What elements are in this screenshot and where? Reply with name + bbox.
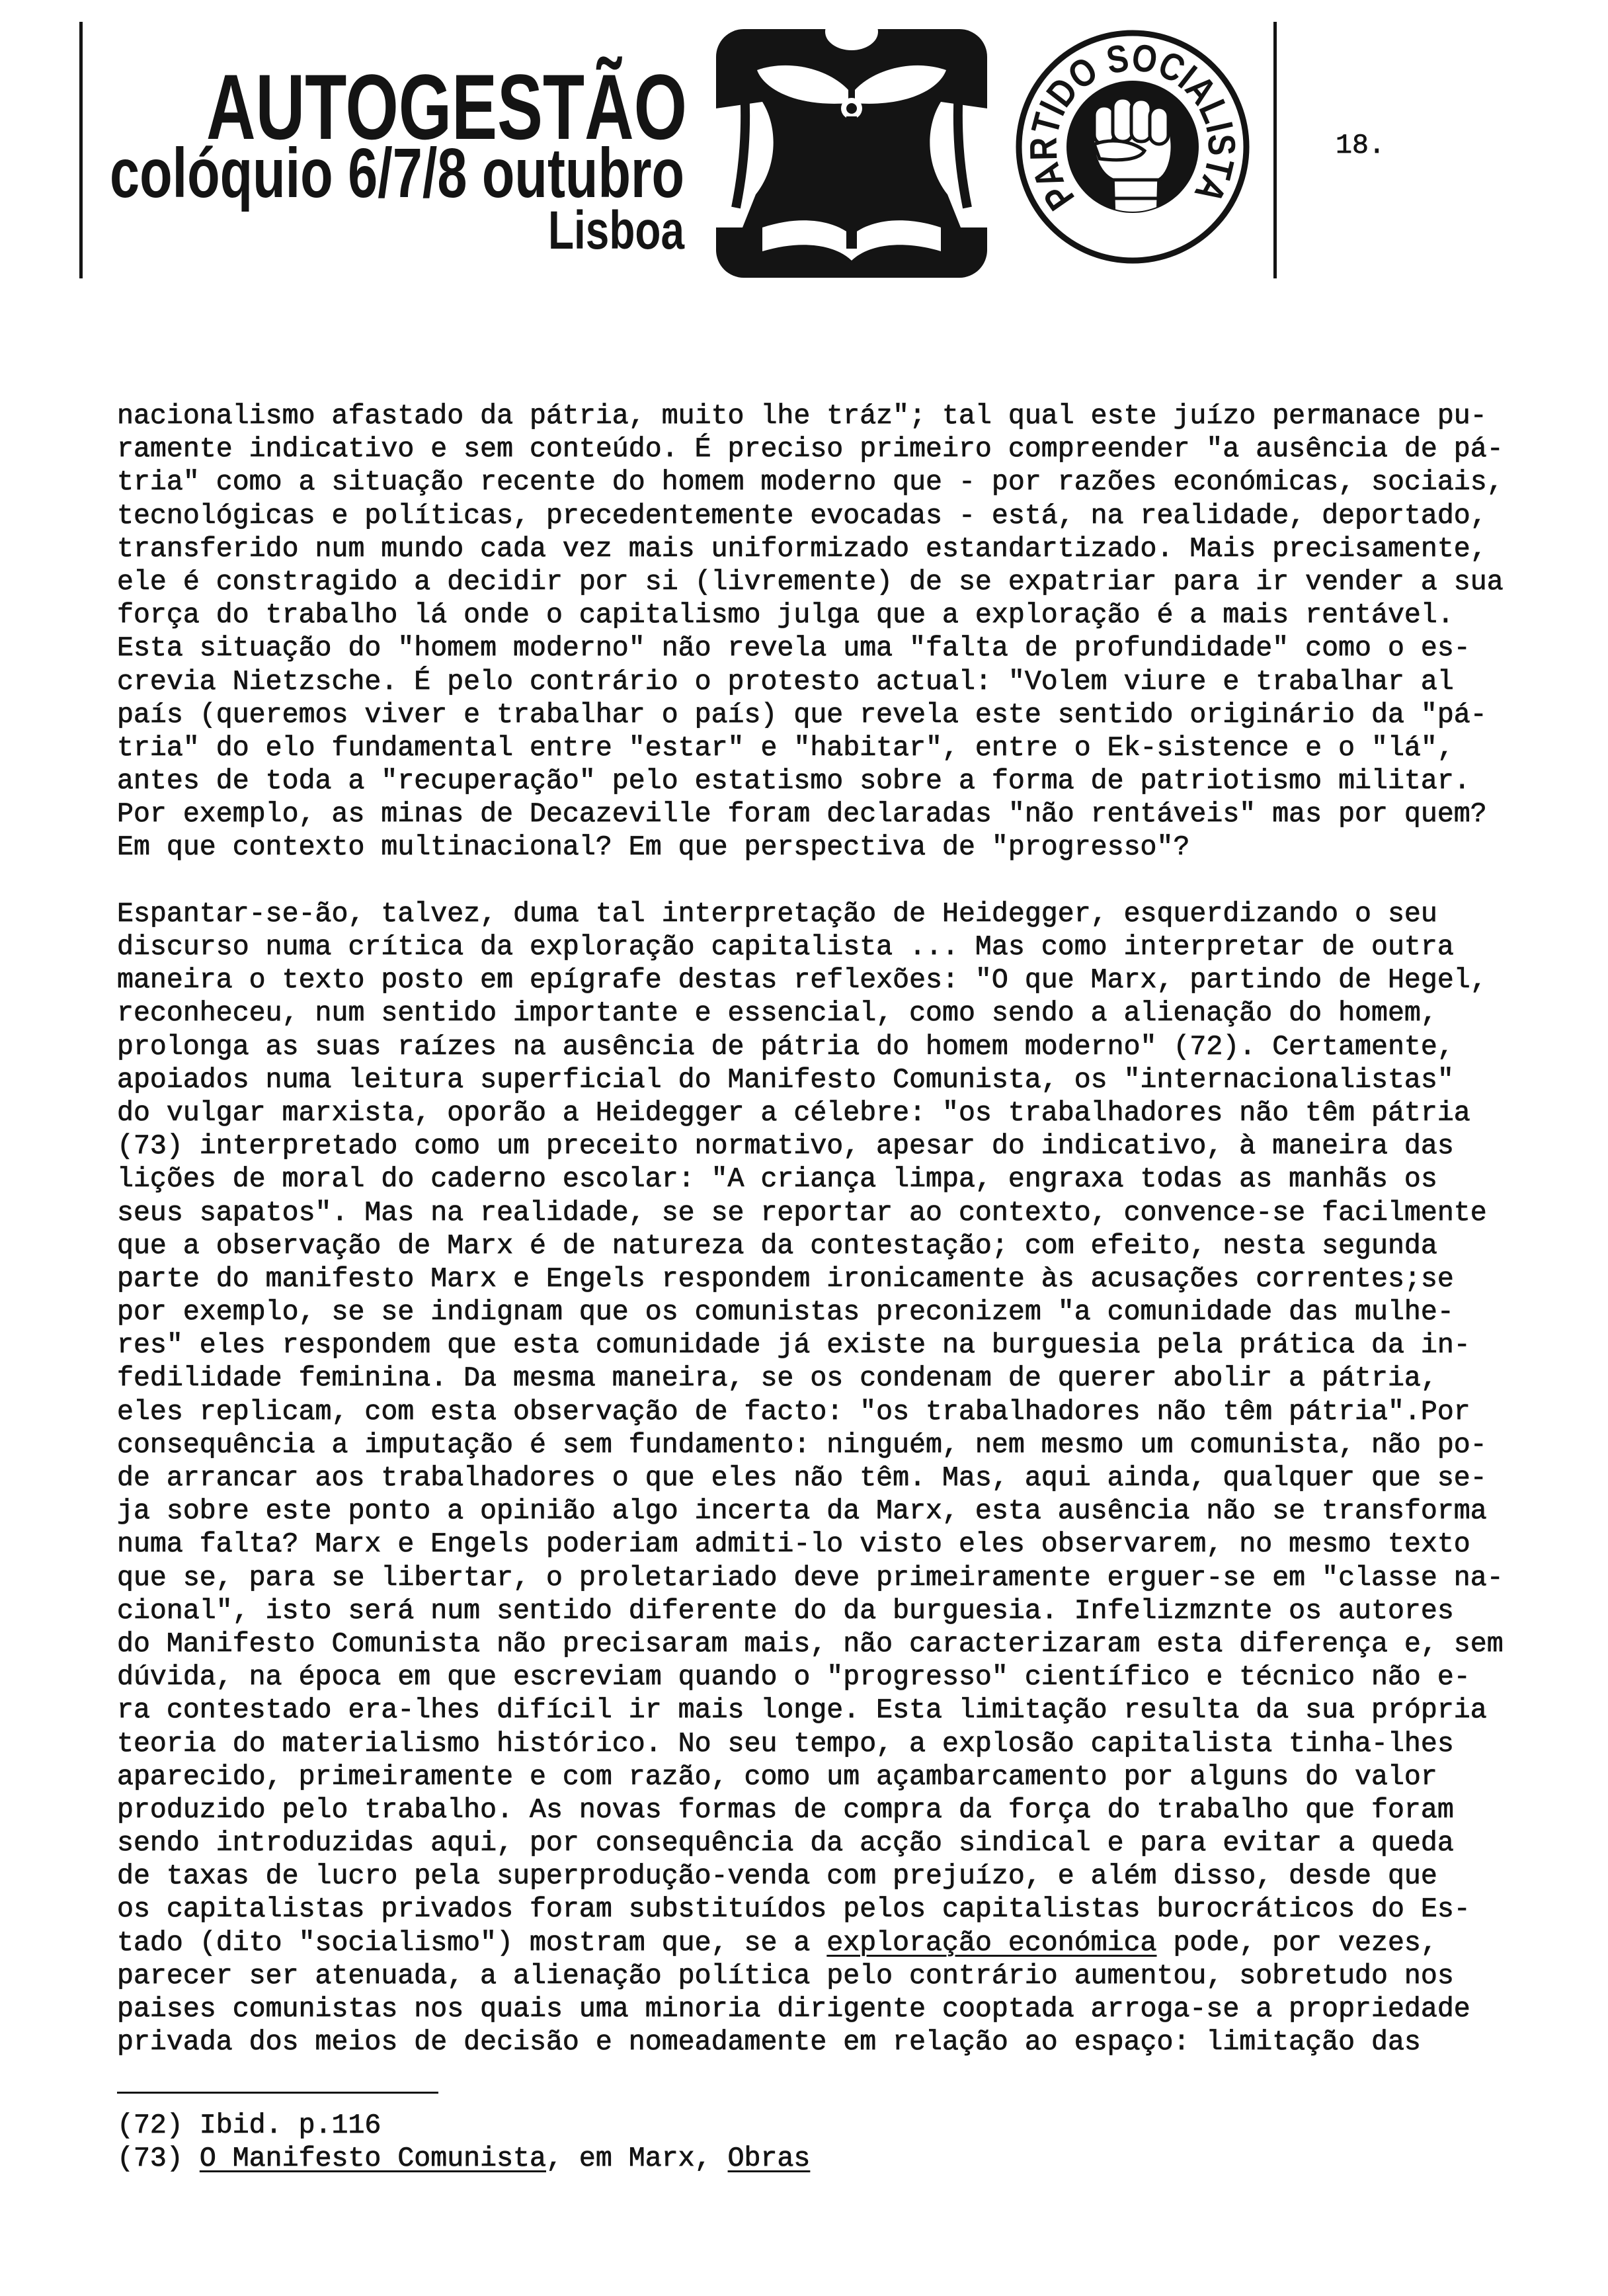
text-line: transferido num mundo cada vez mais uniformizado estandartizado. Mais precisamente, [117, 533, 1487, 565]
text-line: aparecido, primeiramente e com razão, como um açambarcamento por alguns do valor [117, 1761, 1437, 1793]
text-line: numa falta? Marx e Engels poderiam admiti-lo visto eles observarem, no mesmo texto [117, 1529, 1470, 1561]
text-line: de arrancar aos trabalhadores o que eles não têm. Mas, aqui ainda, qualquer que se- [117, 1463, 1487, 1494]
event-title: AUTOGESTÃO [206, 55, 687, 159]
text-line: força do trabalho lá onde o capitalismo julga que a exploração é a mais rentável. [117, 600, 1454, 632]
body-text [117, 400, 1504, 2059]
text-segment: pode, por vezes, [1156, 1927, 1437, 1959]
footnote [117, 2143, 810, 2176]
text-line: produzido pelo trabalho. As novas formas de compra da força do trabalho que foram [117, 1794, 1454, 1826]
text-line: privada dos meios de decisão e nomeadamente em relação ao espaço: limitação das [117, 2027, 1421, 2059]
text-line: dúvida, na época em que escreviam quando o "progresso" científico e técnico não e- [117, 1662, 1470, 1694]
paragraph [117, 898, 1504, 2060]
text-line: que a observação de Marx é de natureza da contestação; com efeito, nesta segunda [117, 1230, 1437, 1262]
text-line: discurso numa crítica da exploração capitalista ... Mas como interpretar de outra [117, 932, 1454, 963]
text-line: ja sobre este ponto a opinião algo incerta da Marx, esta ausência não se transforma [117, 1496, 1487, 1528]
text-line: ele é constragido a decidir por si (livremente) de se expatriar para ir vender a sua [117, 566, 1504, 598]
text-line: do Manifesto Comunista não precisaram mais, não caracterizaram esta diferença e, sem [117, 1628, 1504, 1660]
text-segment: , em Marx, [545, 2143, 728, 2175]
emblem-lettering: PARTIDO SOCIALISTA [1022, 35, 1244, 218]
text-line: crevia Nietzsche. É pelo contrário o protesto actual: "Volem viure e trabalhar al [117, 666, 1454, 698]
text-line: cional", isto será num sentido diferente do da burguesia. Infelizmznte os autores [117, 1595, 1454, 1627]
text-line: por exemplo, se se indignam que os comunistas preconizem "a comunidade das mulhe- [117, 1297, 1454, 1329]
text-line: ra contestado era-lhes difícil ir mais longe. Esta limitação resulta da sua própria [117, 1695, 1487, 1727]
text-segment: tado (dito "socialismo") mostram que, se a [117, 1927, 827, 1959]
text-line: maneira o texto posto em epígrafe destas reflexões: "O que Marx, partindo de Hegel, [117, 965, 1487, 997]
footnotes [117, 2110, 810, 2176]
text-line: seus sapatos". Mas na realidade, se se reportar ao contexto, convence-se facilmente [117, 1197, 1487, 1229]
underlined-text: Obras [727, 2143, 811, 2175]
text-line: (73) interpretado como um preceito normativo, apesar do indicativo, à maneira das [117, 1131, 1454, 1163]
paragraph [117, 400, 1504, 865]
text-line: parte do manifesto Marx e Engels respondem ironicamente às acusações correntes;se [117, 1263, 1454, 1295]
text-line: tria" do elo fundamental entre "estar" e "habitar", entre o Ek-sistence e o "lá", [117, 732, 1454, 764]
masthead-left-rule [79, 22, 83, 278]
text-line: país (queremos viver e trabalhar o país) que revela este sentido originário da "pá- [117, 699, 1487, 731]
underlined-text: O Manifesto Comunista [199, 2143, 546, 2175]
text-line: que se, para se libertar, o proletariado deve primeiramente erguer-se em "classe na- [117, 1562, 1504, 1594]
text-line: lições de moral do caderno escolar: "A criança limpa, engraxa todas as manhãs os [117, 1164, 1437, 1196]
text-line: Esta situação do "homem moderno" não revela uma "falta de profundidade" como o es- [117, 633, 1470, 665]
text-line: tria" como a situação recente do homem moderno que - por razões económicas, sociais, [117, 467, 1504, 499]
text-line: consequência a imputação é sem fundamento: ninguém, nem mesmo um comunista, não po- [117, 1429, 1487, 1461]
text-line: tecnológicas e políticas, precedentemente evocadas - está, na realidade, deportado, [117, 500, 1487, 532]
text-line [117, 1927, 1504, 1960]
event-dates: colóquio 6/7/8 outubro [110, 134, 684, 212]
text-line: Por exemplo, as minas de Decazeville foram declaradas "não rentáveis" mas por quem? [117, 799, 1487, 831]
text-line: Espantar-se-ão, talvez, duma tal interpretação de Heidegger, esquerdizando o seu [117, 898, 1437, 930]
text-line: Em que contexto multinacional? Em que perspectiva de "progresso"? [117, 832, 1190, 864]
masthead-right-rule [1273, 22, 1277, 278]
text-line: de taxas de lucro pela superprodução-venda com prejuízo, e além disso, desde que [117, 1861, 1437, 1893]
text-line: eles replicam, com esta observação de facto: "os trabalhadores não têm pátria".Por [117, 1396, 1470, 1428]
page-number: 18. [1336, 130, 1385, 161]
text-line: do vulgar marxista, oporão a Heidegger a célebre: "os trabalhadores não têm pátria [117, 1097, 1470, 1129]
text-line: ramente indicativo e sem conteúdo. É preciso primeiro compreender "a ausência de pá- [117, 434, 1504, 466]
text-line: reconheceu, num sentido importante e essencial, como sendo a alienação do homem, [117, 998, 1437, 1030]
underlined-text: exploração económica [826, 1927, 1157, 1959]
text-line: os capitalistas privados foram substituídos pelos capitalistas burocráticos do Es- [117, 1894, 1470, 1926]
footnote-divider [117, 2092, 438, 2094]
text-line: prolonga as suas raízes na ausência de pátria do homem moderno" (72). Certamente, [117, 1031, 1454, 1063]
text-line: nacionalismo afastado da pátria, muito lhe tráz"; tal qual este juízo permanace pu- [117, 401, 1487, 432]
text-line: res" eles respondem que esta comunidade já existe na burguesia pela prática da in- [117, 1330, 1470, 1362]
footnote: (72) Ibid. p.116 [117, 2110, 382, 2141]
text-line: fedilidade feminina. Da mesma maneira, se os condenam de querer abolir a pátria, [117, 1363, 1437, 1395]
text-line: apoiados numa leitura superficial do Manifesto Comunista, os "internacionalistas" [117, 1064, 1454, 1096]
colloquium-emblem-icon [716, 13, 987, 278]
text-line: parecer ser atenuada, a alienação política pelo contrário aumentou, sobretudo nos [117, 1960, 1454, 1992]
text-line: teoria do materialismo histórico. No seu tempo, a explosão capitalista tinha-lhes [117, 1728, 1454, 1760]
text-segment: (73) [117, 2143, 200, 2175]
text-line: antes de toda a "recuperação" pelo estatismo sobre a forma de patriotismo militar. [117, 766, 1470, 798]
text-line: paises comunistas nos quais uma minoria dirigente cooptada arroga-se a propriedade [117, 1994, 1470, 2025]
event-city: Lisboa [548, 200, 686, 261]
text-line: sendo introduzidas aqui, por consequência da acção sindical e para evitar a queda [117, 1828, 1454, 1860]
socialist-party-emblem [1019, 33, 1246, 261]
